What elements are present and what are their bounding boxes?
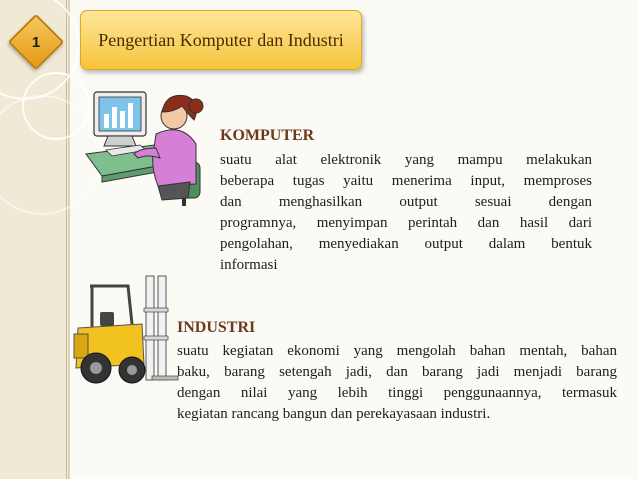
industri-definition (177, 341, 617, 425)
text-line: programnya, menyimpan perintah dan hasil dari (220, 215, 592, 231)
slide-title: Pengertian Komputer dan Industri (80, 10, 362, 70)
text-line: dan menghasilkan output sesuai dengan (220, 194, 592, 210)
slide-number: 1 (31, 33, 41, 51)
text-line: dengan nilai yang lebih tinggi penggunaannya, termasuk (177, 385, 617, 401)
text-line: beberapa tugas yaitu menerima input, memproses (220, 173, 592, 189)
text-line: informasi (220, 257, 278, 273)
text-line: suatu alat elektronik yang mampu melakukan (220, 152, 592, 168)
komputer-heading: KOMPUTER (220, 127, 315, 144)
komputer-definition (220, 150, 592, 276)
forklift-icon (72, 272, 180, 390)
text-line: pengolahan, menyediakan output dalam bentuk (220, 236, 592, 252)
computer-user-icon (84, 82, 214, 212)
industri-heading: INDUSTRI (177, 319, 256, 336)
text-line: baku, barang setengah jadi, dan barang jadi menjadi barang (177, 364, 617, 380)
text-line: kegiatan rancang bangun dan perekayasaan industri. (177, 406, 491, 422)
text-line: suatu kegiatan ekonomi yang mengolah bahan mentah, bahan (177, 343, 617, 359)
